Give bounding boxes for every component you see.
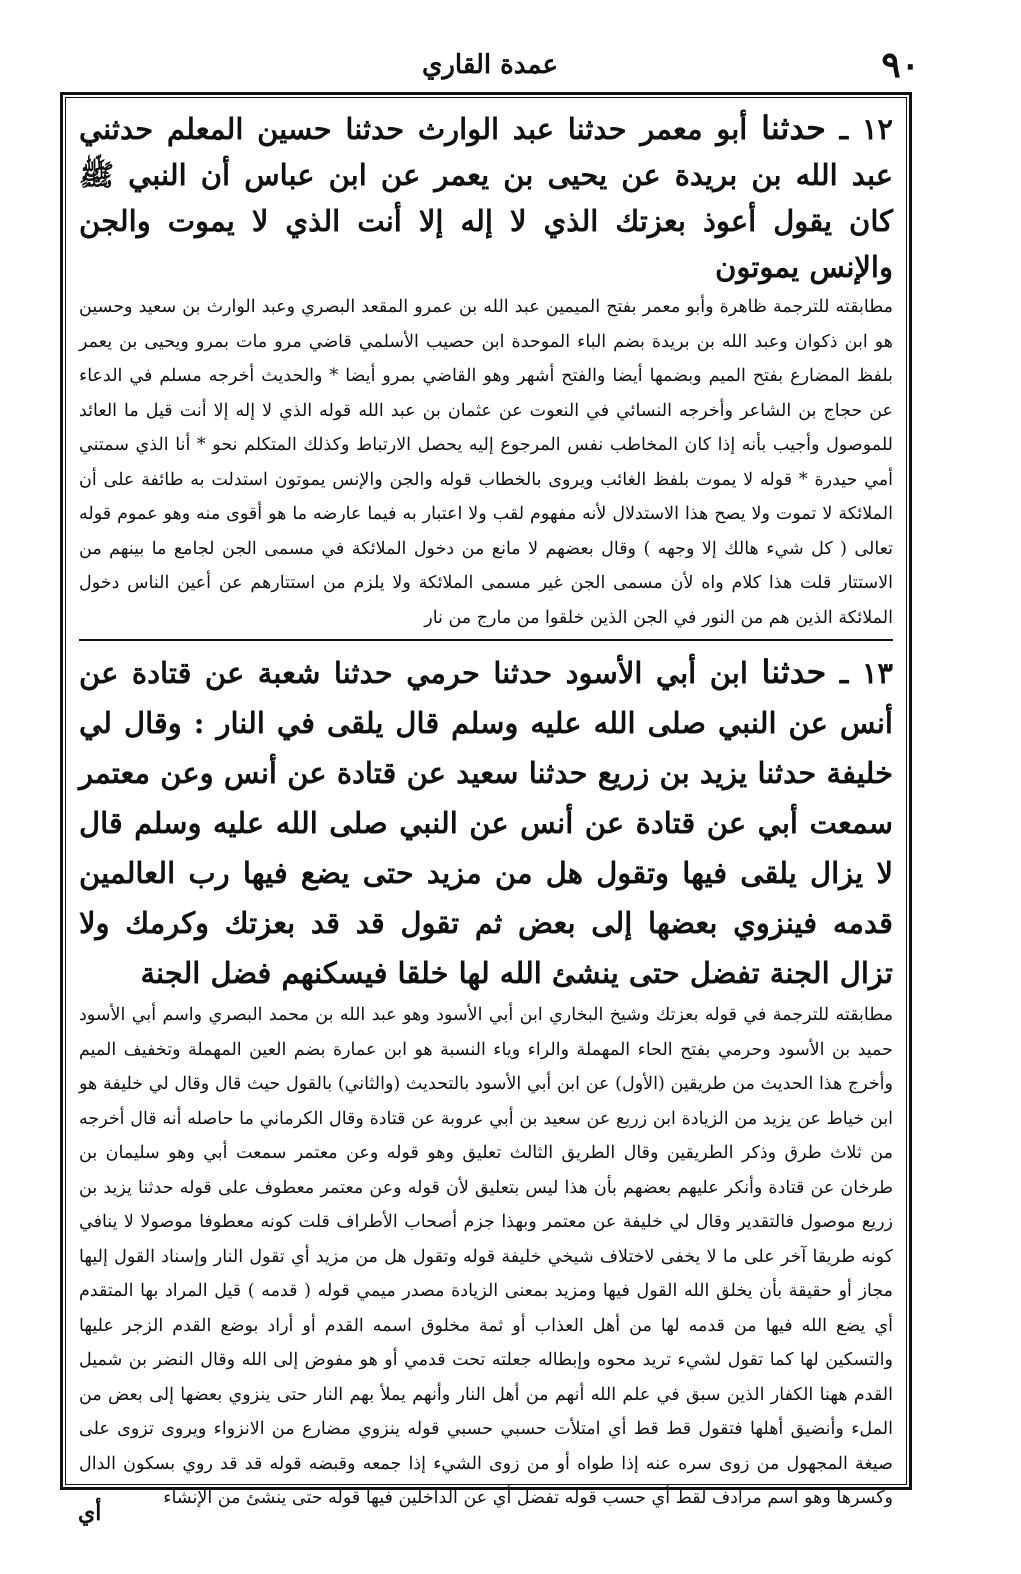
hadith-section-13: [79, 647, 893, 1516]
section-divider: [79, 639, 893, 641]
hadith-lead: حدثنا: [761, 109, 826, 147]
hadith-text: [79, 105, 893, 290]
hadith-body: أبو معمر حدثنا عبد الوارث حدثنا حسين المعلم حدثني عبد الله بن بريدة عن يحيى بن يعمر عن ابن عباس أن النبي ﷺ كان يقول أعوذ بعزتك الذي لا إله إلا أنت الذي لا يموت والجن والإنس يموتون: [79, 112, 893, 284]
page-header: [60, 44, 920, 88]
commentary-text: مطابقته للترجمة في قوله بعزتك وشيخ البخاري ابن أبي الأسود وهو عبد الله بن محمد البصري واسم أبي الأسود حميد بن الأسود وحرمي بفتح الحاء المهملة والراء وياء النسبة هو ابن عمارة بضم العين المهملة وتخفيف الميم وأخرج هذا الحديث من طريقين (الأول) عن ابن أبي الأسود بالتحديث (والثاني) بالقول حيث قال وقال لي خليفة هو ابن خياط عن يزيد من الزيادة ابن زريع عن سعيد بن أبي عروبة عن قتادة وقال الكرماني ما حاصله أنه قال أخرجه من ثلاث طرق وذكر الطريقين وقال الطريق الثالث تعليق وهو قوله وعن معتمر سمعت أبي وهو سليمان بن طرخان عن قتادة وأنكر عليهم بعضهم بأن هذا ليس بتعليق لأن قوله وعن معتمر معطوف على قوله حدثنا يزيد بن زريع موصول فالتقدير وقال لي خليفة عن معتمر وبهذا جزم أصحاب الأطراف قلت كونه معطوفا موصولا لا ينافي كونه طريقا آخر على ما لا يخفى لاختلاف شيخي خليفة قوله وتقول هل من مزيد أي تقول النار وإسناد القول إليها مجاز أو حقيقة بأن يخلق الله القول فيها ومزيد بمعنى الزيادة مصدر ميمي قوله ( قدمه ) قيل المراد بها المتقدم أي يضع الله فيها من قدمه لها من أهل العذاب أو ثمة مخلوق اسمه القدم أو أراد بوضع القدم الزجر عليها والتسكين لها كما تقول لشيء تريد محوه وإبطاله جعلته تحت قدمي أو هو مفوض إلى الله وقال النضر بن شميل القدم ههنا الكفار الذين سبق في علم الله أنهم من أهل النار وأنهم يملأ بهم النار حتى ينزوي بعضها إلى بعض من الملء وأنضيق أهلها فتقول قط قط أي امتلأت حسبي حسبي قوله ينزوي مضارع من الانزواء ويروى تزوى على صيغة المجهول من زوى سره عنه إذا طواه أو من زوى الشيء إذا جمعه وقبضه قوله قد قد روي بسكون الدال وكسرها وهو اسم مرادف لقط أي حسب قوله تفضل أي عن الداخلين فيها قوله حتى ينشئ من الإنشاء: [79, 1005, 894, 1508]
hadith-text: [79, 647, 893, 998]
running-title: عمدة القاري: [422, 50, 558, 80]
hadith-body: ابن أبي الأسود حدثنا حرمي حدثنا شعبة عن قتادة عن أنس عن النبي صلى الله عليه وسلم قال يلقى في النار : وقال لي خليفة حدثنا يزيد بن زريع حدثنا سعيد عن قتادة عن أنس وعن معتمر سمعت أبي عن قتادة عن أنس عن النبي صلى الله عليه وسلم قال لا يزال يلقى فيها وتقول هل من مزيد حتى يضع فيها رب العالمين قدمه فينزوي بعضها إلى بعض ثم تقول قد قد بعزتك وكرمك ولا تزال الجنة تفضل حتى ينشئ الله لها خلقا فيسكنهم فضل الجنة: [79, 656, 893, 990]
page-number: ٩٠: [881, 44, 920, 86]
hadith-number: ١٢ ـ: [839, 112, 893, 146]
hadith-lead: حدثنا: [761, 653, 827, 691]
catchword: أي: [78, 1500, 102, 1526]
hadith-section-12: [79, 105, 893, 635]
commentary-text: مطابقته للترجمة ظاهرة وأبو معمر بفتح الميمين عبد الله بن عمرو المقعد البصري وعبد الوارث بن سعيد وحسين هو ابن ذكوان وعبد الله بن بريدة بضم الباء الموحدة ابن حصيب الأسلمي قاضي مرو مات بمرو ويحيى بن يعمر بلفظ المضارع بفتح الميم وبضمها أيضا والفتح أشهر وهو القاضي بمرو أيضا * والحديث أخرجه مسلم في الدعاء عن حجاج بن الشاعر وأخرجه النسائي في النعوت عن عثمان بن عبد الله قوله الذي لا إله إلا أنت قيل ما العائد للموصول وأجيب بأنه إذا كان المخاطب نفس المرجوع إليه يحصل الارتباط وكذلك المتكلم نحو * أنا الذي سمتني أمي حيدرة * قوله لا يموت بلفظ الغائب ويروى بالخطاب قوله والجن والإنس يموتون استدلت به طائفة على أن الملائكة لا تموت ولا يصح هذا الاستدلال لأنه مفهوم لقب ولا اعتبار به فيما عارضه ما هو أقوى منه وهو عموم قوله تعالى ( كل شيء هالك إلا وجهه ) وقال بعضهم لا مانع من دخول الملائكة في مسمى الجن لجامع ما بينهم من الاستتار قلت هذا كلام واه لأن مسمى الجن غير مسمى الملائكة ولا يلزم من استتارهم عن أعين الناس دخول الملائكة الذين هم من النور في الجن الذين خلقوا من مارج من نار: [79, 297, 893, 628]
hadith-number: ١٣ ـ: [839, 656, 893, 690]
page-frame: [60, 92, 912, 1508]
